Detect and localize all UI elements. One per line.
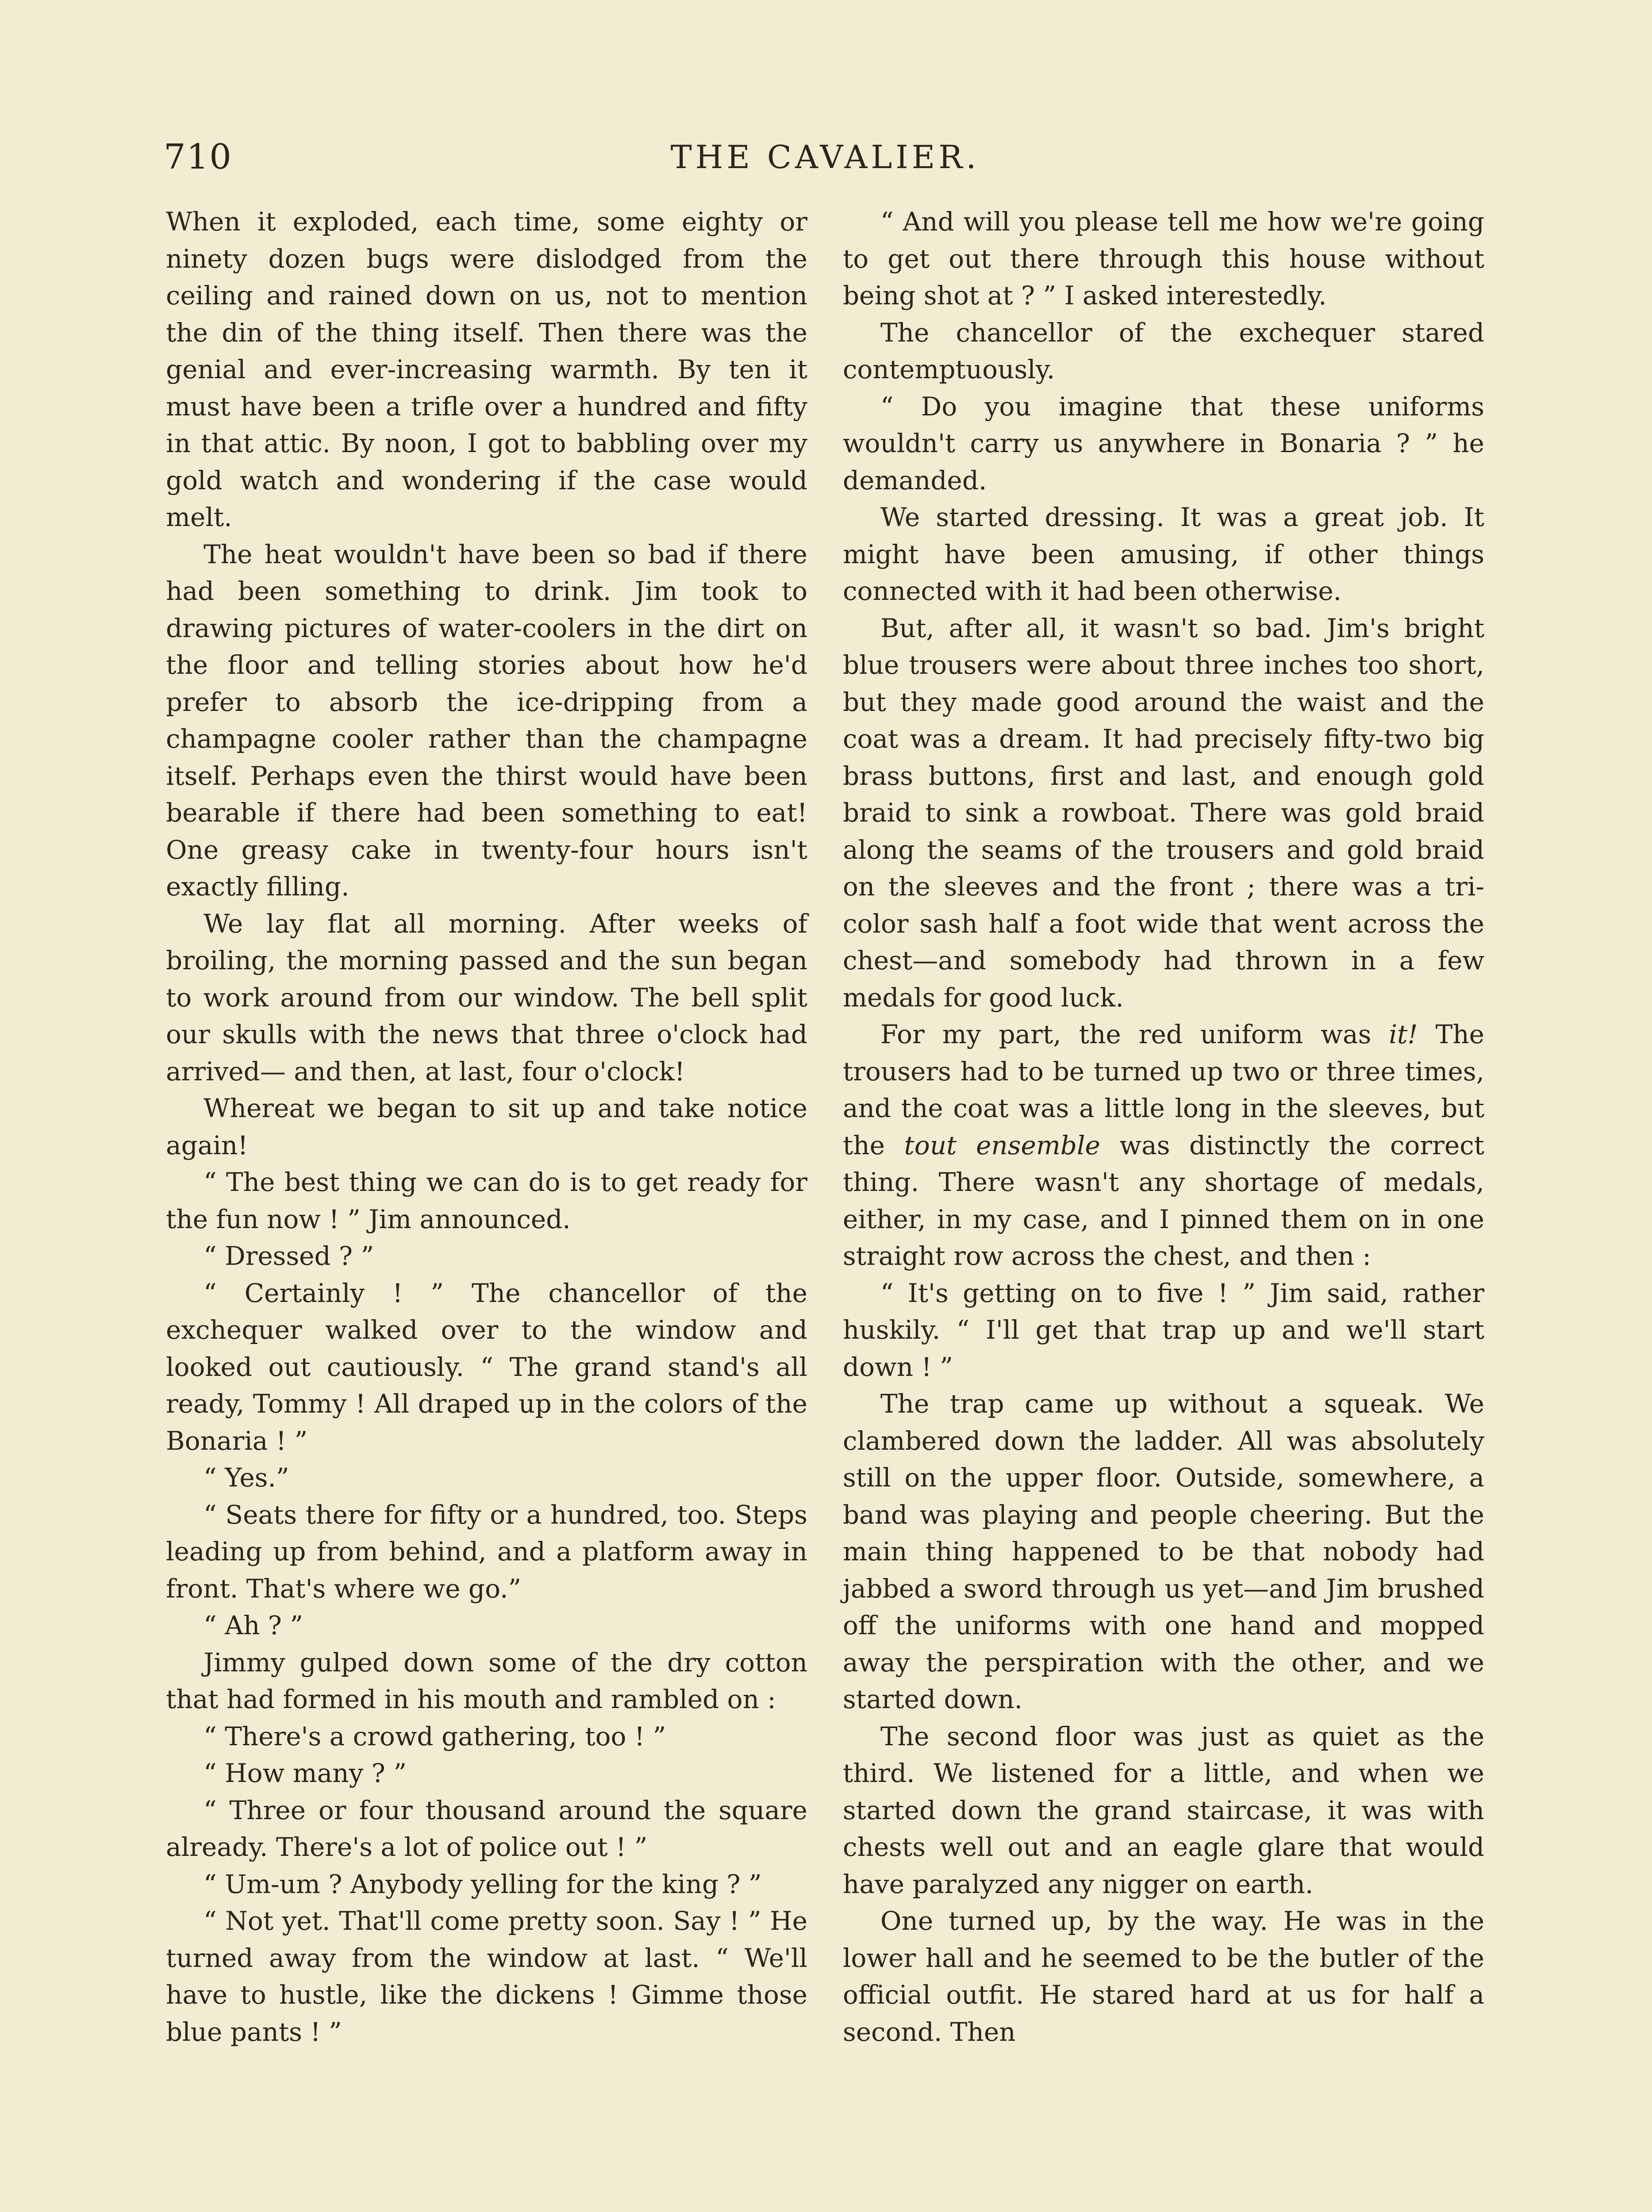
running-head: THE CAVALIER. [670, 138, 980, 176]
paragraph: “ Ah ? ” [204, 1610, 303, 1640]
paragraph: The chancellor of the exchequer stared contemptuously. [843, 317, 1484, 384]
paragraph: “ And will you please tell me how we're going to get out there through this house without being shot at ? ” I asked interestedly. [843, 207, 1484, 311]
text-span: The trousers had to be turned up two or three times, and the coat was a little long in the sleeves, but the [843, 1019, 1484, 1160]
paragraph: We lay flat all morning. After weeks of broiling, the morning passed and the sun began to work around from our window. The bell split our skulls with the news that three o'clock had arrived— and then, at last, four o'clock! [166, 908, 807, 1087]
paragraph: Jimmy gulped down some of the dry cotton that had formed in his mouth and rambled on : [166, 1647, 807, 1714]
paragraph: “ It's getting on to five ! ” Jim said, rather huskily. “ I'll get that trap up and we'll start down ! ” [843, 1278, 1484, 1382]
right-column [843, 204, 1484, 2051]
paragraph: One turned up, by the way. He was in the lower hall and he seemed to be the butler of the official outfit. He stared hard at us for half a second. Then [843, 1906, 1484, 2047]
paragraph: “ Seats there for fifty or a hundred, too. Steps leading up from behind, and a platform away in front. That's where we go.” [166, 1499, 807, 1604]
page-header [164, 133, 1487, 181]
paragraph: But, after all, it wasn't so bad. Jim's bright blue trousers were about three inches too short, but they made good around the waist and the coat was a dream. It had precisely fifty-two big brass buttons, first and last, and enough gold braid to sink a rowboat. There was gold braid along the seams of the trousers and gold braid on the sleeves and the front ; there was a tri-color sash half a foot wide that went across the chest—and somebody had thrown in a few medals for good luck. [843, 613, 1484, 1013]
paragraph: “ There's a crowd gathering, too ! ” [204, 1721, 666, 1751]
paragraph: The trap came up without a squeak. We clambered down the ladder. All was absolutely still on the upper floor. Outside, somewhere, a band was playing and people cheering. But the main thing happened to be that nobody had jabbed a sword through us yet—and Jim brushed off the uniforms with one hand and mopped away the perspiration with the other, and we started down. [843, 1389, 1484, 1714]
paragraph: “ Not yet. That'll come pretty soon. Say ! ” He turned away from the window at last. “ We'll have to hustle, like the dickens ! Gimme those blue pants ! ” [166, 1906, 807, 2047]
text-span: For my part, the red uniform was [880, 1019, 1389, 1049]
left-column [166, 204, 807, 2051]
paragraph: “ Yes.” [204, 1463, 289, 1493]
page-number: 710 [164, 137, 232, 177]
paragraph: “ The best thing we can do is to get ready for the fun now ! ” Jim announced. [166, 1167, 807, 1234]
paragraph: “ Dressed ? ” [204, 1241, 374, 1271]
paragraph: Whereat we began to sit up and take notice again! [166, 1093, 807, 1160]
paragraph: “ Um-um ? Anybody yelling for the king ? ” [204, 1869, 762, 1899]
text-span: was distinctly the correct thing. There wasn't any shortage of medals, either, in my case, and I pinned them on in one straight row across the chest, and then : [843, 1130, 1484, 1271]
paragraph: The heat wouldn't have been so bad if there had been something to drink. Jim took to drawing pictures of water-coolers in the dirt on the floor and telling stories about how he'd prefer to absorb the ice-dripping from a champagne cooler rather than the champagne itself. Perhaps even the thirst would have been bearable if there had been something to eat! One greasy cake in twenty-four hours isn't exactly filling. [166, 539, 807, 902]
paragraph: “ Three or four thousand around the square already. There's a lot of police out ! ” [166, 1795, 807, 1862]
paragraph: “ How many ? ” [204, 1758, 407, 1788]
paragraph [843, 1016, 1484, 1275]
paragraph: We started dressing. It was a great job. It might have been amusing, if other things connected with it had been otherwise. [843, 502, 1484, 606]
italic-text: it! [1389, 1019, 1418, 1049]
paragraph: “ Do you imagine that these uniforms wouldn't carry us anywhere in Bonaria ? ” he demanded. [843, 391, 1484, 495]
paragraph: When it exploded, each time, some eighty or ninety dozen bugs were dislodged from the ceiling and rained down on us, not to mention the din of the thing itself. Then there was the genial and ever-increasing warmth. By ten it must have been a trifle over a hundred and fifty in that attic. By noon, I got to babbling over my gold watch and wondering if the case would melt. [166, 207, 807, 532]
paragraph: The second floor was just as quiet as the third. We listened for a little, and when we started down the grand staircase, it was with chests well out and an eagle glare that would have paralyzed any nigger on earth. [843, 1721, 1484, 1899]
paragraph: “ Certainly ! ” The chancellor of the exchequer walked over to the window and looked out cautiously. “ The grand stand's all ready, Tommy ! All draped up in the colors of the Bonaria ! ” [166, 1278, 807, 1456]
italic-text: tout ensemble [904, 1130, 1100, 1160]
